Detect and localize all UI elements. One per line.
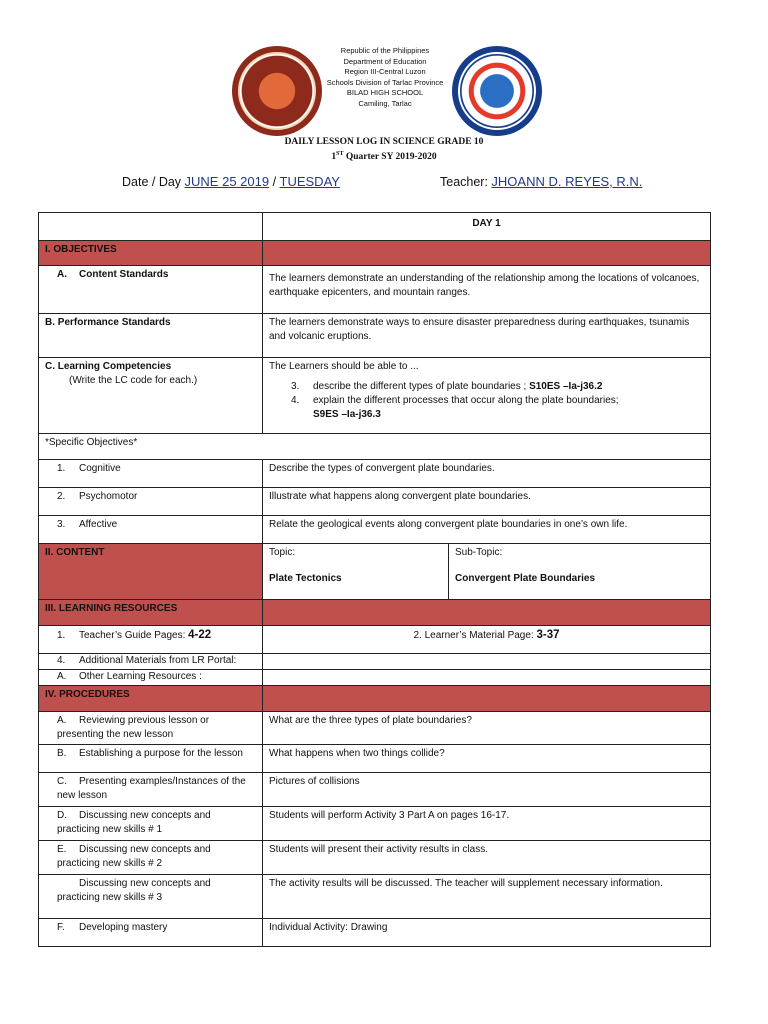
quarter-text: Quarter SY 2019-2020 <box>343 152 437 163</box>
date-separator: / <box>269 175 280 189</box>
procedure-row <box>39 745 711 773</box>
procedure-label: A. Reviewing previous lesson or presenting the new lesson <box>39 712 263 745</box>
agency-line: Department of Education <box>343 56 427 66</box>
procedure-text: Students will perform Activity 3 Part A on pages 16-17. <box>263 807 711 841</box>
agency-line: Republic of the Philippines <box>340 46 430 55</box>
procedure-text: Pictures of collisions <box>263 773 711 807</box>
section-procedures <box>39 686 711 712</box>
content-row <box>39 544 711 600</box>
procedure-text: The activity results will be discussed. The teacher will supplement necessary information. <box>263 875 711 919</box>
doc-title-text: DAILY LESSON LOG IN SCIENCE GRADE 10 <box>284 137 484 147</box>
procedure-row <box>39 712 711 745</box>
section-procedures-label: IV. PROCEDURES <box>39 686 263 712</box>
procedure-row <box>39 773 711 807</box>
lc-item: 3. describe the different types of plate boundaries ; S10ES –Ia-j36.2 <box>291 381 603 392</box>
procedure-text: What happens when two things collide? <box>263 745 711 773</box>
section-objectives <box>39 241 711 266</box>
learning-competencies-row <box>39 358 711 434</box>
quarter-line <box>0 148 768 163</box>
section-resources-label: III. LEARNING RESOURCES <box>39 600 263 626</box>
bilad-high-school-seal-icon <box>452 46 542 136</box>
teachers-guide-row <box>39 626 711 654</box>
content-standards-text: The learners demonstrate an understanding of the relationship among the locations of volcanoes, earthquake epicenters, and mountain ranges. <box>263 266 711 314</box>
date-line <box>122 174 340 189</box>
procedure-row <box>39 875 711 919</box>
agency-line: Camiling, Tarlac <box>358 98 412 108</box>
lc-code: S9ES –Ia-j36.3 <box>313 409 381 420</box>
lc-label: C. Learning Competencies <box>45 361 172 372</box>
schools-division-seal-icon <box>232 46 322 136</box>
table-header-row <box>39 213 711 241</box>
agency-line: Region III-Central Luzon <box>344 67 426 76</box>
lc-item: 4. explain the different processes that occur along the plate boundaries; <box>291 395 619 406</box>
procedure-text: Students will present their activity results in class. <box>263 841 711 875</box>
other-resources-label: A. Other Learning Resources : <box>39 670 263 686</box>
learning-competencies-cell <box>263 358 711 434</box>
psychomotor-label: 2. Psychomotor <box>39 488 263 516</box>
lc-intro: The Learners should be able to ... <box>269 361 419 372</box>
other-resources-row <box>39 670 711 686</box>
learners-material-label: 2. Learner’s Material Page: <box>413 630 537 641</box>
document-title <box>0 136 768 163</box>
lc-sub-label: (Write the LC code for each.) <box>69 375 198 386</box>
agency-header <box>322 46 448 109</box>
content-standards-row <box>39 266 711 314</box>
procedure-label: C. Presenting examples/Instances of the new lesson <box>39 773 263 807</box>
teacher-label: Teacher: <box>440 175 492 189</box>
specific-objectives-row <box>39 434 711 460</box>
affective-label: 3. Affective <box>39 516 263 544</box>
subtopic-label: Sub-Topic: <box>455 547 503 558</box>
section-objectives-label: I. OBJECTIVES <box>39 241 263 266</box>
psychomotor-row <box>39 488 711 516</box>
cognitive-row <box>39 460 711 488</box>
performance-standards-text: The learners demonstrate ways to ensure disaster preparedness during earthquakes, tsunamis and volcanic eruptions. <box>263 314 711 358</box>
affective-row <box>39 516 711 544</box>
cognitive-label: 1. Cognitive <box>39 460 263 488</box>
additional-materials-row <box>39 654 711 670</box>
procedure-label: Discussing new concepts and practicing new skills # 3 <box>39 875 263 919</box>
date-label: Date / Day <box>122 175 185 189</box>
topic-cell <box>263 544 449 600</box>
procedure-label: E. Discussing new concepts and practicing new skills # 2 <box>39 841 263 875</box>
performance-standards-label: B. Performance Standards <box>39 314 263 358</box>
section-content-label: II. CONTENT <box>39 544 263 600</box>
quarter-suffix: ST <box>336 151 344 157</box>
agency-line: Schools Division of Tarlac Province <box>326 77 444 87</box>
day-value: TUESDAY <box>279 174 340 189</box>
teachers-guide-pages: 4-22 <box>188 629 212 641</box>
lesson-log-table <box>38 212 711 947</box>
subtopic-value: Convergent Plate Boundaries <box>455 573 596 584</box>
day-header: DAY 1 <box>263 213 711 241</box>
specific-objectives-label: *Specific Objectives* <box>39 434 711 460</box>
procedure-row <box>39 807 711 841</box>
section-resources <box>39 600 711 626</box>
procedure-row <box>39 841 711 875</box>
procedure-label: D. Discussing new concepts and practicing new skills # 1 <box>39 807 263 841</box>
procedure-label: F. Developing mastery <box>39 919 263 947</box>
teachers-guide-label: 1. Teacher’s Guide Pages: 4-22 <box>39 626 263 654</box>
affective-text: Relate the geological events along convergent plate boundaries in one’s own life. <box>263 516 711 544</box>
subtopic-cell <box>449 544 711 600</box>
procedure-text: What are the three types of plate boundaries? <box>263 712 711 745</box>
teacher-value: JHOANN D. REYES, R.N. <box>491 174 643 189</box>
teacher-line <box>440 174 642 189</box>
learners-material-pages: 3-37 <box>536 629 560 641</box>
additional-materials-label: 4. Additional Materials from LR Portal: <box>39 654 263 670</box>
content-standards-label: A. Content Standards <box>39 266 263 314</box>
learners-material-cell <box>263 626 711 654</box>
agency-line: BILAD HIGH SCHOOL <box>346 88 424 97</box>
learning-competencies-label-cell <box>39 358 263 434</box>
empty-cell <box>39 213 263 241</box>
topic-value: Plate Tectonics <box>269 573 342 584</box>
lc-code: S10ES –Ia-j36.2 <box>529 381 603 392</box>
quarter-number: 1 <box>331 152 337 163</box>
cognitive-text: Describe the types of convergent plate boundaries. <box>263 460 711 488</box>
procedure-label: B. Establishing a purpose for the lesson <box>39 745 263 773</box>
procedure-text: Individual Activity: Drawing <box>263 919 711 947</box>
topic-label: Topic: <box>269 547 296 558</box>
date-value: JUNE 25 2019 <box>184 174 270 189</box>
psychomotor-text: Illustrate what happens along convergent plate boundaries. <box>263 488 711 516</box>
performance-standards-row <box>39 314 711 358</box>
procedure-row <box>39 919 711 947</box>
